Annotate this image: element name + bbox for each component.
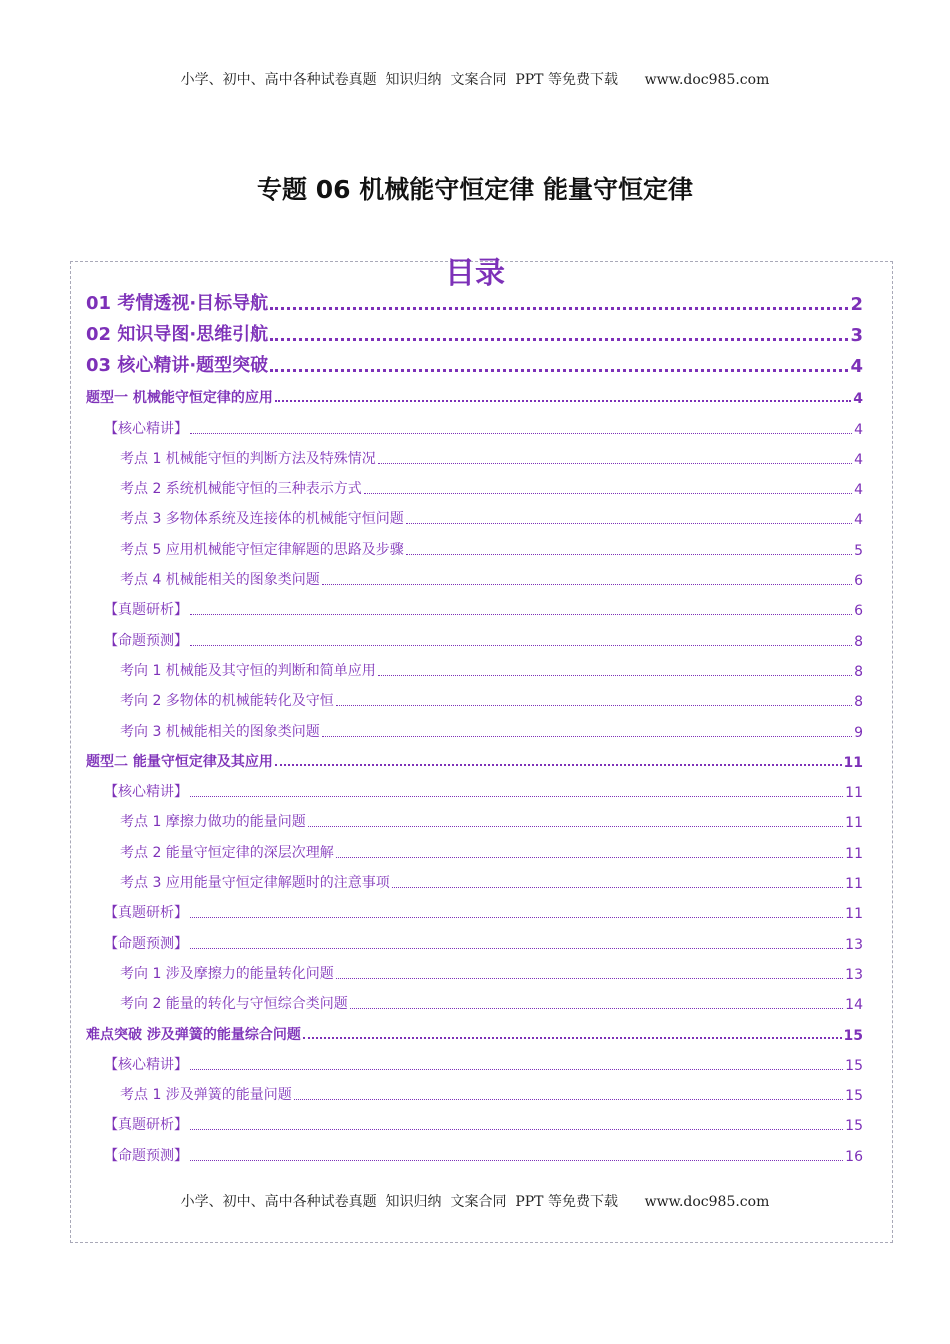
toc-entry-page: 4: [854, 512, 863, 529]
toc-entry-page: 4: [854, 482, 863, 499]
toc-dot-leader: [275, 399, 851, 402]
toc-entry[interactable]: [86, 1134, 863, 1164]
toc-entry-label: 考点 4 机械能相关的图象类问题: [120, 572, 320, 589]
toc-entry-page: 4: [854, 451, 863, 468]
toc-entry-label: 考点 2 系统机械能守恒的三种表示方式: [120, 481, 362, 498]
toc-entry-label: 考点 1 摩擦力做功的能量问题: [120, 814, 306, 831]
toc-entry-page: 15: [843, 1027, 863, 1044]
toc-entry[interactable]: [86, 346, 863, 377]
toc-dot-leader: [364, 492, 852, 494]
toc-entry-label: 02 知识导图·思维引航: [86, 324, 269, 345]
toc-entry-page: 15: [845, 1057, 863, 1074]
toc-entry-label: 【核心精讲】: [104, 1056, 188, 1073]
toc-entry-label: 考向 1 涉及摩擦力的能量转化问题: [120, 965, 334, 982]
toc-entry-page: 16: [845, 1148, 863, 1165]
toc-entry[interactable]: [86, 468, 863, 498]
toc-dot-leader: [270, 337, 848, 341]
toc-entry-label: 考向 3 机械能相关的图象类问题: [120, 723, 320, 740]
toc-entry-label: 难点突破 涉及弹簧的能量综合问题: [86, 1026, 301, 1043]
toc-entry-label: 考点 5 应用机械能守恒定律解题的思路及步骤: [120, 541, 404, 558]
toc-entry-label: 题型一 机械能守恒定律的应用: [86, 390, 273, 407]
toc-dot-leader: [378, 462, 852, 464]
toc-entry[interactable]: [86, 315, 863, 346]
toc-entry[interactable]: [86, 284, 863, 315]
toc-entry-page: 4: [853, 391, 863, 408]
toc-entry-page: 11: [845, 785, 863, 802]
toc-entry-label: 考向 1 机械能及其守恒的判断和简单应用: [120, 662, 376, 679]
toc-entry-page: 2: [850, 294, 863, 315]
toc-entry[interactable]: [86, 1044, 863, 1074]
toc-entry-page: 11: [845, 906, 863, 923]
toc-entry-label: 考点 1 机械能守恒的判断方法及特殊情况: [120, 450, 376, 467]
toc-dot-leader: [378, 674, 852, 676]
toc-dot-leader: [322, 583, 852, 585]
toc-entry-label: 【核心精讲】: [104, 784, 188, 801]
toc-entry[interactable]: [86, 498, 863, 528]
toc-entry[interactable]: [86, 953, 863, 983]
toc-entry[interactable]: [86, 1104, 863, 1134]
toc-entry-page: 3: [850, 325, 863, 346]
toc-dot-leader: [275, 763, 842, 766]
toc-dot-leader: [270, 368, 848, 372]
toc-entry[interactable]: [86, 1013, 863, 1043]
toc-entry-page: 8: [854, 694, 863, 711]
toc-entry[interactable]: [86, 1074, 863, 1104]
toc-dot-leader: [190, 1128, 843, 1130]
toc-entry-page: 13: [845, 936, 863, 953]
toc-dot-leader: [190, 1159, 843, 1161]
toc-entry-label: 考向 2 能量的转化与守恒综合类问题: [120, 996, 348, 1013]
toc-entry-label: 【核心精讲】: [104, 420, 188, 437]
toc-list: [86, 284, 863, 1165]
toc-dot-leader: [190, 432, 852, 434]
toc-entry[interactable]: [86, 710, 863, 740]
toc-entry-label: 【真题研析】: [104, 1117, 188, 1134]
toc-entry[interactable]: [86, 922, 863, 952]
toc-entry-page: 9: [854, 724, 863, 741]
toc-entry-page: 11: [845, 845, 863, 862]
toc-entry-page: 4: [850, 356, 863, 377]
toc-entry-page: 4: [854, 421, 863, 438]
toc-entry-page: 13: [845, 966, 863, 983]
toc-entry[interactable]: [86, 892, 863, 922]
toc-entry-label: 考点 1 涉及弹簧的能量问题: [120, 1087, 292, 1104]
toc-entry-label: 【命题预测】: [104, 935, 188, 952]
toc-entry-label: 【命题预测】: [104, 632, 188, 649]
toc-entry-page: 15: [845, 1088, 863, 1105]
toc-entry-page: 15: [845, 1118, 863, 1135]
toc-entry[interactable]: [86, 619, 863, 649]
toc-dot-leader: [406, 522, 852, 524]
toc-entry-page: 5: [854, 542, 863, 559]
toc-dot-leader: [336, 856, 843, 858]
toc-entry-label: 03 核心精讲·题型突破: [86, 355, 269, 376]
header-banner: 小学、初中、高中各种试卷真题 知识归纳 文案合同 PPT 等免费下载 www.doc985.com: [180, 72, 770, 88]
toc-entry[interactable]: [86, 377, 863, 407]
toc-entry[interactable]: [86, 983, 863, 1013]
footer-banner: 小学、初中、高中各种试卷真题 知识归纳 文案合同 PPT 等免费下载 www.doc985.com: [180, 1194, 770, 1210]
toc-dot-leader: [303, 1036, 842, 1039]
toc-dot-leader: [294, 1098, 843, 1100]
toc-entry-label: 考点 3 应用能量守恒定律解题时的注意事项: [120, 875, 390, 892]
toc-dot-leader: [322, 735, 852, 737]
toc-entry-label: 考点 3 多物体系统及连接体的机械能守恒问题: [120, 511, 404, 528]
toc-entry[interactable]: [86, 680, 863, 710]
toc-entry-page: 8: [854, 633, 863, 650]
toc-entry-page: 8: [854, 663, 863, 680]
toc-entry-label: 【真题研析】: [104, 905, 188, 922]
toc-entry[interactable]: [86, 528, 863, 558]
toc-entry[interactable]: [86, 771, 863, 801]
toc-entry[interactable]: [86, 589, 863, 619]
toc-dot-leader: [406, 553, 852, 555]
document-title: 专题 06 机械能守恒定律 能量守恒定律: [257, 175, 693, 204]
toc-entry-label: 【真题研析】: [104, 602, 188, 619]
toc-dot-leader: [190, 795, 843, 797]
toc-dot-leader: [350, 1007, 843, 1009]
toc-dot-leader: [392, 886, 843, 888]
toc-entry[interactable]: [86, 407, 863, 437]
toc-entry[interactable]: [86, 741, 863, 771]
toc-entry[interactable]: [86, 801, 863, 831]
toc-entry[interactable]: [86, 650, 863, 680]
toc-entry-page: 6: [854, 603, 863, 620]
toc-dot-leader: [190, 613, 852, 615]
toc-entry-label: 考点 2 能量守恒定律的深层次理解: [120, 844, 334, 861]
toc-dot-leader: [190, 644, 852, 646]
toc-entry[interactable]: [86, 862, 863, 892]
toc-dot-leader: [270, 306, 848, 310]
toc-dot-leader: [336, 977, 843, 979]
toc-entry[interactable]: [86, 831, 863, 861]
toc-entry-page: 11: [845, 876, 863, 893]
toc-entry-page: 11: [845, 815, 863, 832]
toc-entry-label: 01 考情透视·目标导航: [86, 293, 269, 314]
toc-entry-page: 14: [845, 997, 863, 1014]
toc-dot-leader: [336, 704, 852, 706]
toc-dot-leader: [190, 916, 843, 918]
toc-entry[interactable]: [86, 438, 863, 468]
toc-dot-leader: [190, 947, 843, 949]
toc-dot-leader: [308, 825, 843, 827]
toc-dot-leader: [190, 1068, 843, 1070]
toc-entry-page: 6: [854, 573, 863, 590]
toc-entry[interactable]: [86, 559, 863, 589]
toc-heading: 目录: [445, 256, 505, 291]
toc-entry-page: 11: [843, 754, 863, 771]
toc-entry-label: 【命题预测】: [104, 1147, 188, 1164]
toc-entry-label: 题型二 能量守恒定律及其应用: [86, 753, 273, 770]
toc-entry-label: 考向 2 多物体的机械能转化及守恒: [120, 693, 334, 710]
